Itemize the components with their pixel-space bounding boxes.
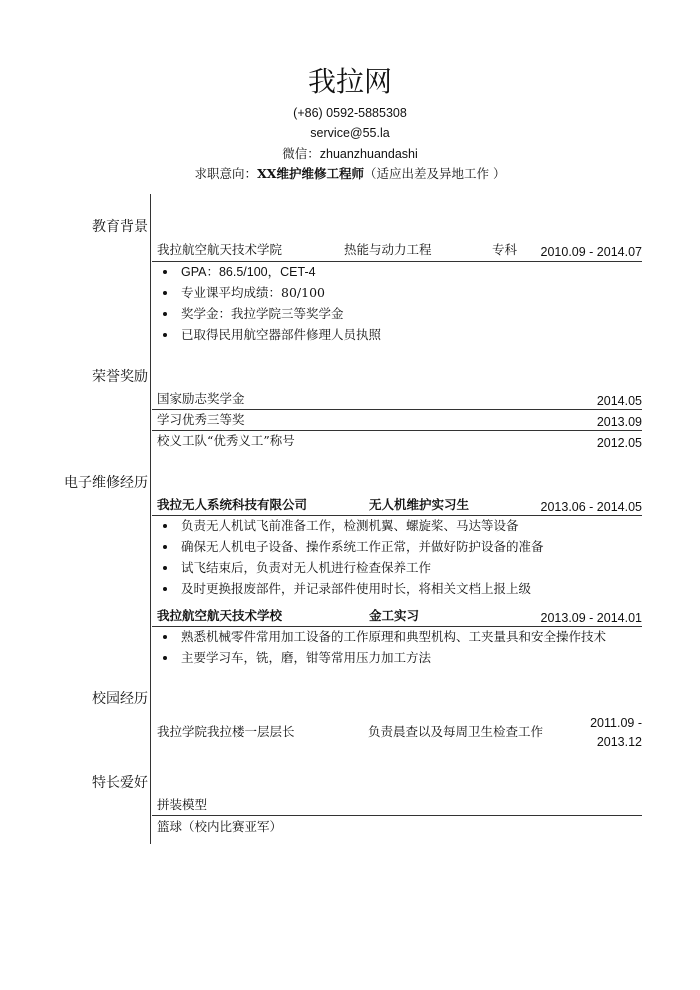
bullet-dot <box>163 587 167 591</box>
job-item: 及时更换报废部件，并记录部件使用时长，将相关文档上报上级 <box>163 580 531 598</box>
job-objective <box>0 165 700 183</box>
bullet-dot <box>163 333 167 337</box>
email-address: service@55.la <box>310 126 390 140</box>
bullet-dot <box>163 566 167 570</box>
bullet-dot <box>163 524 167 528</box>
job-company: 我拉航空航天技术学校 <box>157 608 283 623</box>
honor-date: 2012.05 <box>596 436 642 450</box>
honor-underline <box>152 430 642 431</box>
bullet-dot <box>163 635 167 639</box>
section-title-hobbies: 特长爱好 <box>92 775 148 791</box>
hobby-underline <box>152 815 642 816</box>
hobby-item: 拼装模型 <box>157 797 208 812</box>
honor-name: 国家励志奖学金 <box>157 391 245 406</box>
job-company: 我拉无人系统科技有限公司 <box>157 497 308 512</box>
job-item: 熟悉机械零件常用加工设备的工作原理和典型机构、工夹量具和安全操作技术 <box>163 628 606 646</box>
job-item: 确保无人机电子设备、操作系统工作正常，并做好防护设备的准备 <box>163 538 544 556</box>
wechat-line <box>0 145 700 163</box>
objective-position: XX维护维修工程师 <box>257 166 364 181</box>
job-role: 金工实习 <box>369 608 420 623</box>
bullet-dot <box>163 545 167 549</box>
wechat-label: 微信： <box>282 146 320 161</box>
education-item: GPA：86.5/100，CET-4 <box>163 263 316 281</box>
honor-underline <box>152 409 642 410</box>
job-date: 2013.06 - 2014.05 <box>540 500 642 514</box>
campus-date-start: 2011.09 - <box>590 716 642 730</box>
wechat-value: zhuanzhuandashi <box>319 147 418 161</box>
bullet-dot <box>163 291 167 295</box>
job-item: 主要学习车，铣，磨，钳等常用压力加工方法 <box>163 649 431 667</box>
campus-duty: 负责晨查以及每周卫生检查工作 <box>368 724 544 739</box>
bullet-dot <box>163 270 167 274</box>
section-title-campus: 校园经历 <box>92 691 148 707</box>
job-underline <box>152 626 642 627</box>
job-item: 试飞结束后，负责对无人机进行检查保养工作 <box>163 559 431 577</box>
education-item: 已取得民用航空器部件修理人员执照 <box>163 326 381 344</box>
bullet-dot <box>163 312 167 316</box>
education-school: 我拉航空航天技术学院 <box>157 242 283 257</box>
phone-number: (+86) 0592-5885308 <box>293 106 407 120</box>
timeline-divider <box>150 194 151 844</box>
section-title-honors: 荣誉奖励 <box>92 369 148 385</box>
education-underline <box>152 261 642 262</box>
job-item: 负责无人机试飞前准备工作，检测机翼、螺旋桨、马达等设备 <box>163 517 519 535</box>
honor-name: 校义工队“优秀义工”称号 <box>157 433 295 448</box>
candidate-name: 我拉网 <box>307 65 392 98</box>
honor-name: 学习优秀三等奖 <box>157 412 245 427</box>
job-role: 无人机维护实习生 <box>369 497 470 512</box>
honor-date: 2014.05 <box>596 394 642 408</box>
job-underline <box>152 515 642 516</box>
section-title-experience: 电子维修经历 <box>64 475 148 491</box>
bullet-dot <box>163 656 167 660</box>
education-date: 2010.09 - 2014.07 <box>540 245 642 259</box>
education-degree: 专科 <box>492 242 518 257</box>
education-item: 专业课平均成绩：80/100 <box>163 284 325 302</box>
section-title-education: 教育背景 <box>92 219 148 235</box>
honor-date: 2013.09 <box>596 415 642 429</box>
objective-note: （适应出差及异地工作 ） <box>363 166 506 181</box>
objective-label: 求职意向： <box>194 166 258 181</box>
job-date: 2013.09 - 2014.01 <box>540 611 642 625</box>
campus-date-end: 2013.12 <box>596 735 642 749</box>
education-item: 奖学金：我拉学院三等奖学金 <box>163 305 344 323</box>
hobby-item: 篮球（校内比赛亚军） <box>157 819 283 834</box>
campus-org: 我拉学院我拉楼一层层长 <box>157 724 295 739</box>
education-major: 热能与动力工程 <box>344 242 432 257</box>
